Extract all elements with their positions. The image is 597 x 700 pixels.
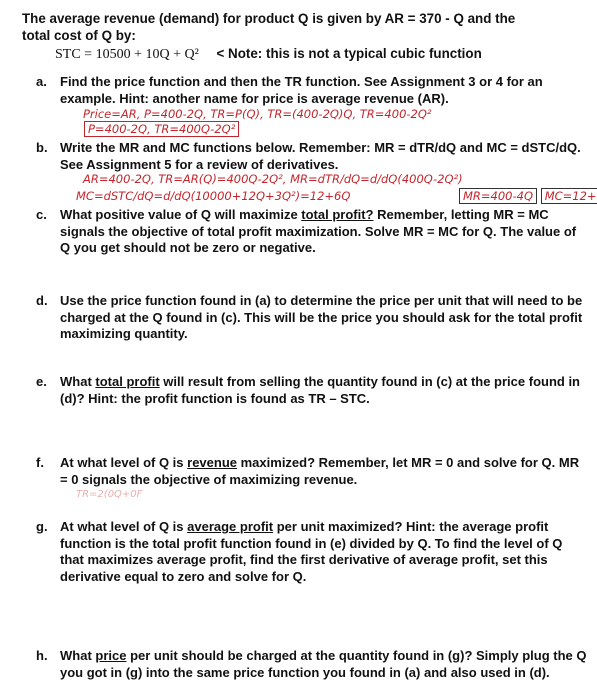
question-a xyxy=(36,74,588,107)
handwritten-f-faint-note: TR=2(0Q+0F xyxy=(76,489,143,500)
question-text: maximized? Remember, let MR = 0 and solve for Q. MR = 0 signals the objective of maximizing revenue. xyxy=(60,455,580,487)
question-text: What xyxy=(60,648,96,663)
question-f xyxy=(36,455,588,488)
intro xyxy=(22,10,587,44)
question-label: h. xyxy=(36,648,48,663)
question-label: d. xyxy=(36,293,48,308)
stc-equation: STC = 10500 + 10Q + Q² xyxy=(55,47,199,62)
question-text: Remember, letting MR = MC signals the objective of total profit maximization. Solve MR = MC for Q. The value of Q you get should not be zero or negative. xyxy=(60,207,577,255)
handwritten-a-line-2 xyxy=(84,122,239,136)
stc-note: < Note: this is not a typical cubic function xyxy=(216,46,482,61)
question-text: Write the MR and MC functions below. Remember: MR = dTR/dQ and MC = dSTC/dQ. See Assignment 5 for a review of derivatives. xyxy=(60,140,581,172)
question-b xyxy=(36,140,588,173)
question-text: will result from selling the quantity found in (c) at the price found in (d)? Hint: the profit function is found as TR – STC. xyxy=(60,374,580,406)
question-text: At what level of Q is xyxy=(60,519,188,534)
question-text: What positive value of Q will maximize xyxy=(60,207,302,222)
question-text: per unit maximized? Hint: the average profit function is the total profit function found in (e) divided by Q. To find the level of Q that maximizes average profit, find the first derivative of average profit, set this derivative equal to zero and solve for Q. xyxy=(60,519,563,584)
intro-line-2: total cost of Q by: xyxy=(22,28,136,43)
question-text: At what level of Q is xyxy=(60,455,188,470)
question-d xyxy=(36,293,588,343)
question-emphasis: total profit? xyxy=(301,207,374,222)
question-label: f. xyxy=(36,455,44,470)
question-emphasis: total profit xyxy=(95,374,160,389)
question-text: Use the price function found in (a) to determine the price per unit that will need to be charged at the Q found in (c). This will be the price you should ask for the total profit maximizing quantity. xyxy=(60,293,583,341)
question-c xyxy=(36,207,588,257)
handwritten-mr-box: MR=400-4Q xyxy=(459,188,537,204)
question-label: c. xyxy=(36,207,47,222)
handwritten-a-answer-box: P=400-2Q, TR=400Q-2Q² xyxy=(84,121,239,137)
question-label: a. xyxy=(36,74,47,89)
question-label: e. xyxy=(36,374,47,389)
handwritten-a-line-1: Price=AR, P=400-2Q, TR=P(Q), TR=(400-2Q)Q, TR=400-2Q² xyxy=(83,107,432,121)
handwritten-b-line-2: MC=dSTC/dQ=d/dQ(10000+12Q+3Q²)=12+6Q xyxy=(76,189,351,203)
question-text: Find the price function and then the TR function. See Assignment 3 or 4 for an example. Hint: another name for price is average revenue (AR). xyxy=(60,74,543,106)
question-text: per unit should be charged at the quantity found in (g)? Simply plug the Q you got in (g) into the same price function you found in (a) and also used in (d). xyxy=(60,648,587,680)
question-g xyxy=(36,519,588,585)
question-e xyxy=(36,374,588,407)
question-emphasis: average profit xyxy=(187,519,274,534)
question-label: b. xyxy=(36,140,48,155)
question-h xyxy=(36,648,588,681)
handwritten-b-line-1: AR=400-2Q, TR=AR(Q)=400Q-2Q², MR=dTR/dQ=d/dQ(400Q-2Q²) xyxy=(83,172,463,186)
question-emphasis: revenue xyxy=(187,455,238,470)
question-emphasis: price xyxy=(95,648,127,663)
handwritten-b-boxes xyxy=(459,189,597,203)
intro-line-1: The average revenue (demand) for product Q is given by AR = 370 - Q and the xyxy=(22,11,516,26)
stc-line xyxy=(55,46,482,63)
question-label: g. xyxy=(36,519,48,534)
handwritten-mc-box: MC=12+ xyxy=(541,188,597,204)
question-text: What xyxy=(60,374,96,389)
